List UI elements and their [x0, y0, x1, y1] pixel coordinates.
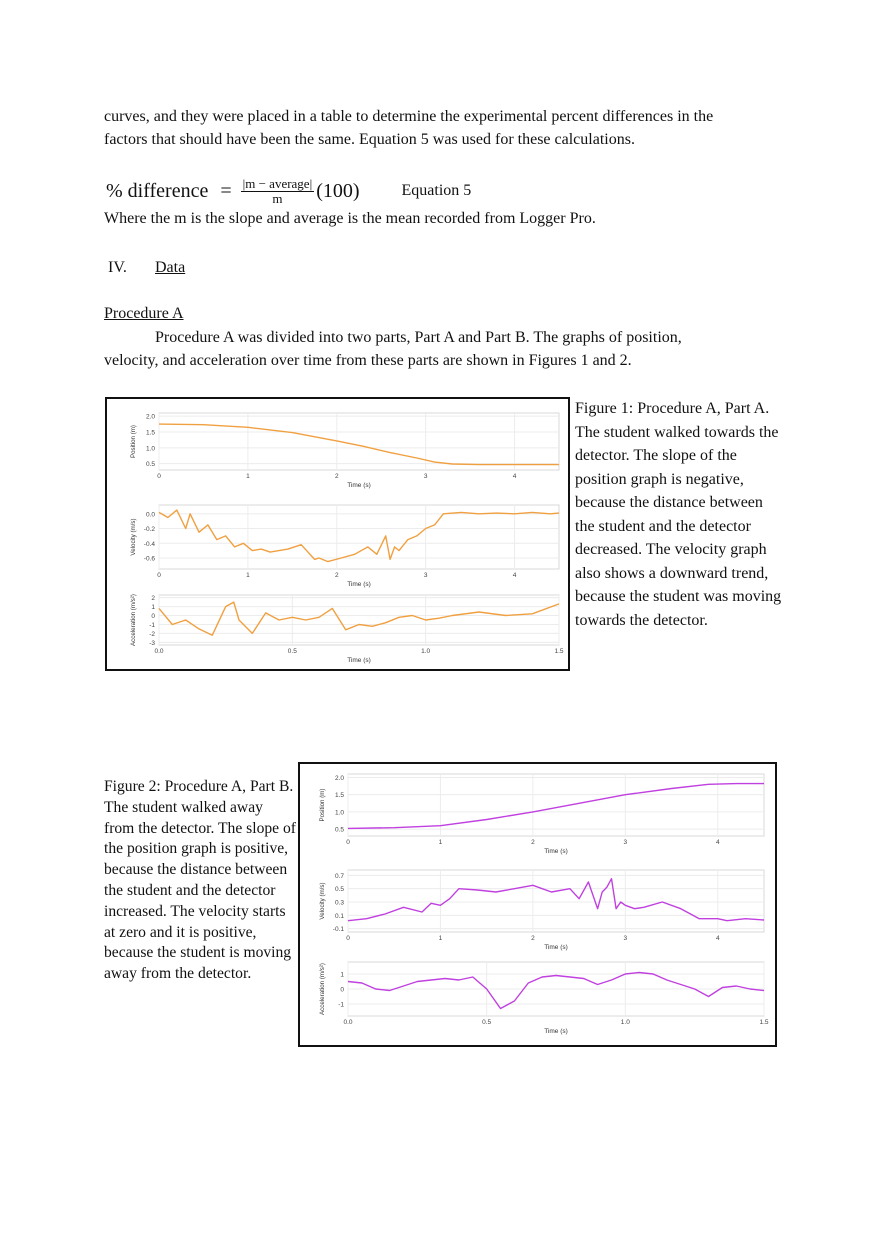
- equation-factor: (100): [316, 179, 360, 202]
- y-tick-label: 1: [340, 971, 344, 979]
- figure-1-chart: [107, 399, 568, 669]
- x-tick-label: 3: [423, 572, 428, 579]
- y-tick-label: 1.0: [334, 809, 344, 817]
- x-tick-label: 1.5: [554, 648, 564, 655]
- y-tick-label: -1: [338, 1001, 344, 1009]
- chart-panel-position: [130, 413, 559, 489]
- y-tick-label: 0.5: [145, 461, 155, 469]
- figure-2-caption: Figure 2: Procedure A, Part B. The student walked away from the detector. The slope of the position graph is positive, because the distance between the student and the detector increased. The velocity starts at zero and it is positive, because the student is moving away from the detector.: [104, 778, 296, 983]
- y-tick-label: -3: [149, 639, 155, 647]
- x-tick-label: 0: [157, 473, 161, 480]
- x-tick-label: 3: [623, 935, 628, 942]
- y-axis-label: Acceleration (m/s²): [130, 594, 137, 646]
- y-tick-label: 0.3: [334, 899, 344, 907]
- y-tick-label: 1.0: [145, 445, 155, 453]
- x-tick-label: 1.0: [421, 648, 431, 655]
- chart-panel-velocity: [130, 505, 559, 588]
- y-tick-label: -2: [149, 630, 155, 638]
- y-tick-label: 0.5: [334, 826, 344, 834]
- chart-panel-position: [319, 774, 764, 855]
- x-tick-label: 0: [346, 935, 350, 942]
- y-tick-label: 2: [151, 595, 155, 603]
- x-axis-label: Time (s): [544, 1028, 568, 1035]
- y-tick-label: -0.2: [143, 526, 155, 534]
- plot-area: [159, 413, 559, 470]
- equation-equals: =: [220, 179, 232, 202]
- x-axis-label: Time (s): [347, 482, 371, 489]
- x-tick-label: 1.5: [759, 1019, 769, 1026]
- x-tick-label: 1.0: [620, 1019, 630, 1026]
- x-tick-label: 0: [157, 572, 161, 579]
- x-tick-label: 3: [423, 473, 428, 480]
- equation-lhs: % difference: [106, 179, 209, 202]
- equation-label: Equation 5: [401, 182, 472, 199]
- figure-1-caption: Figure 1: Procedure A, Part A. The student walked towards the detector. The slope of the position graph is negative, because the distance between the student and the detector decreased. The velocity graph also shows a downward trend, because the student was moving towards the detector.: [575, 400, 782, 629]
- chart-panel-acceleration: [319, 962, 769, 1035]
- y-tick-label: -0.1: [332, 926, 344, 934]
- x-axis-label: Time (s): [347, 581, 371, 588]
- x-tick-label: 0.5: [287, 648, 297, 655]
- x-tick-label: 4: [512, 572, 517, 579]
- x-axis-label: Time (s): [347, 657, 371, 664]
- equation-denominator: m: [272, 190, 283, 206]
- y-tick-label: -0.4: [143, 540, 155, 548]
- y-axis-label: Position (m): [319, 788, 326, 822]
- equation-numerator: |m − average|: [242, 175, 313, 191]
- y-tick-label: 1.5: [334, 792, 344, 800]
- x-tick-label: 2: [531, 935, 535, 942]
- section-number: IV.: [108, 259, 127, 276]
- procedure-heading: Procedure A: [104, 305, 184, 322]
- plot-area: [159, 505, 559, 569]
- y-tick-label: -1: [149, 621, 155, 629]
- intro-line-1: curves, and they were placed in a table to determine the experimental percent differences in the: [104, 108, 714, 125]
- section-title: Data: [155, 259, 186, 276]
- y-axis-label: Position (m): [130, 424, 137, 459]
- x-tick-label: 4: [512, 473, 517, 480]
- x-tick-label: 2: [334, 572, 339, 579]
- plot-area: [348, 870, 764, 932]
- figure-2-chart: [300, 764, 775, 1045]
- procedure-line-2: velocity, and acceleration over time from these parts are shown in Figures 1 and 2.: [104, 352, 632, 369]
- y-axis-label: Velocity (m/s): [319, 882, 326, 920]
- chart-panel-velocity: [319, 870, 764, 951]
- x-tick-label: 0.0: [343, 1019, 353, 1026]
- y-axis-label: Acceleration (m/s²): [319, 963, 326, 1015]
- y-tick-label: 2.0: [334, 774, 344, 782]
- y-tick-label: 0.7: [334, 872, 344, 880]
- y-tick-label: -0.6: [143, 555, 155, 563]
- chart-panel-acceleration: [130, 594, 564, 664]
- x-tick-label: 2: [334, 473, 339, 480]
- equation-5: [106, 172, 471, 210]
- intro-line-2: factors that should have been the same. Equation 5 was used for these calculations.: [104, 131, 635, 148]
- x-tick-label: 4: [715, 839, 720, 846]
- x-tick-label: 1: [438, 839, 443, 846]
- y-tick-label: 0.1: [334, 912, 344, 920]
- x-tick-label: 1: [246, 572, 250, 579]
- x-tick-label: 0.0: [154, 648, 164, 655]
- y-tick-label: 1.5: [145, 429, 155, 437]
- where-text: Where the m is the slope and average is the mean recorded from Logger Pro.: [104, 210, 596, 227]
- x-tick-label: 3: [623, 839, 628, 846]
- y-tick-label: 2.0: [145, 413, 155, 421]
- x-tick-label: 1: [246, 473, 250, 480]
- equation-fraction: [241, 177, 315, 206]
- x-tick-label: 1: [438, 935, 443, 942]
- x-axis-label: Time (s): [544, 848, 568, 855]
- y-tick-label: 0.0: [145, 511, 155, 519]
- y-tick-label: 1: [151, 604, 155, 612]
- intro-paragraph: [104, 105, 784, 151]
- y-axis-label: Velocity (m/s): [130, 518, 137, 556]
- y-tick-label: 0: [151, 613, 155, 621]
- figure-1-frame: [105, 397, 570, 671]
- x-tick-label: 2: [531, 839, 535, 846]
- figure-2-frame: [298, 762, 777, 1047]
- y-tick-label: 0.5: [334, 886, 344, 894]
- y-tick-label: 0: [340, 986, 344, 994]
- x-tick-label: 0.5: [482, 1019, 492, 1026]
- x-axis-label: Time (s): [544, 944, 568, 951]
- procedure-line-1: Procedure A was divided into two parts, Part A and Part B. The graphs of position,: [155, 329, 682, 346]
- x-tick-label: 4: [715, 935, 720, 942]
- x-tick-label: 0: [346, 839, 350, 846]
